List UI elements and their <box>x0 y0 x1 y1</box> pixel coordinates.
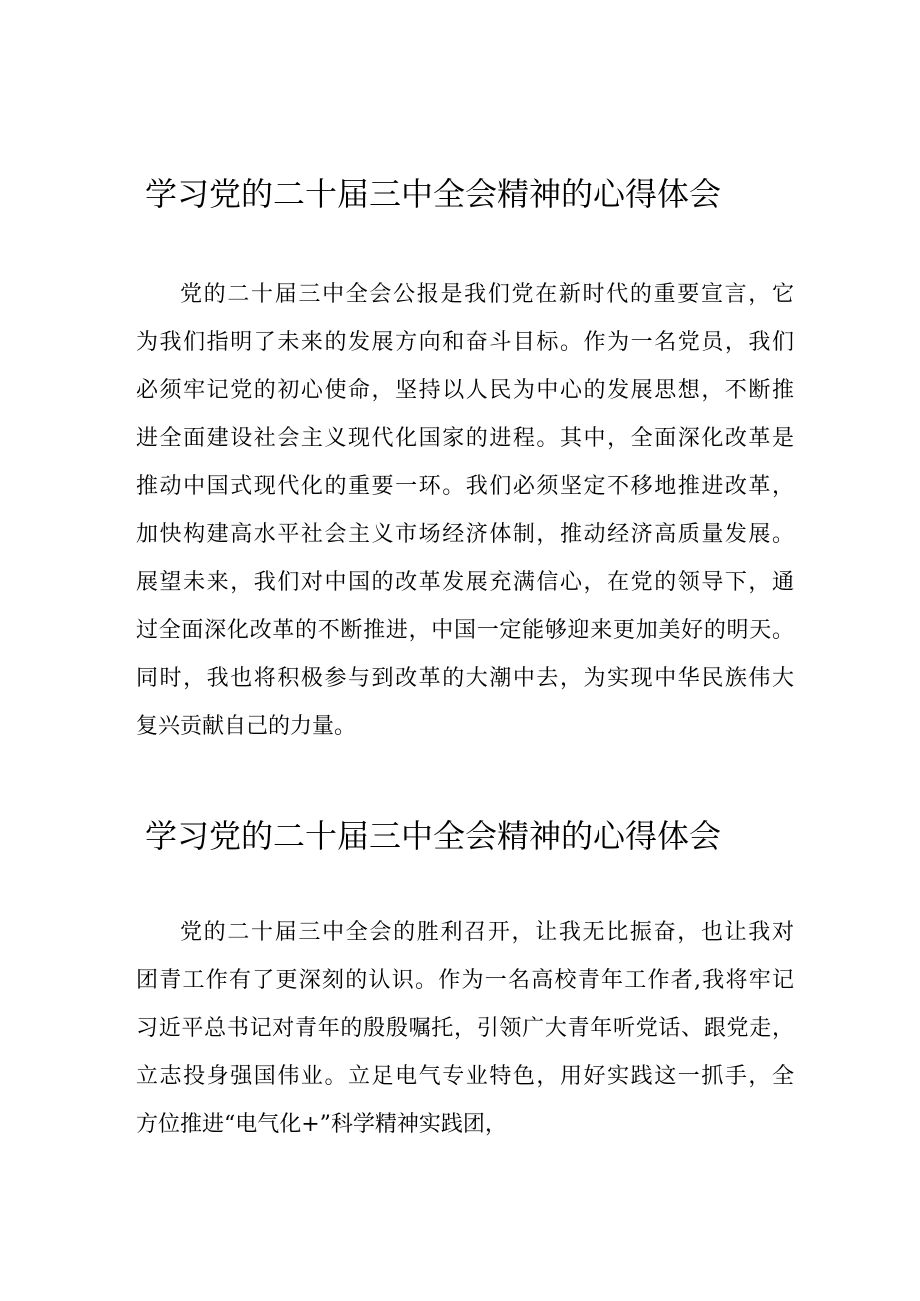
paragraph-line: 进全面建设社会主义现代化国家的进程。其中，全面深化改革是 <box>136 426 794 451</box>
paragraph-line: 必须牢记党的初心使命，坚持以人民为中心的发展思想，不断推 <box>136 378 794 403</box>
section-1-paragraph <box>136 271 794 751</box>
paragraph-line: 展望未来，我们对中国的改革发展充满信心，在党的领导下，通 <box>136 570 794 595</box>
paragraph-line: 过全面深化改革的不断推进，中国一定能够迎来更加美好的明天。 <box>136 618 794 643</box>
paragraph-line: 习近平总书记对青年的殷殷嘱托，引领广大青年听党话、跟党走， <box>136 1016 794 1041</box>
section-2-title: 学习党的二十届三中全会精神的心得体会 <box>145 817 722 855</box>
paragraph-line: 党的二十届三中全会公报是我们党在新时代的重要宣言，它 <box>180 282 794 307</box>
paragraph-line: 方位推进“电气化+”科学精神实践团， <box>136 1112 507 1137</box>
paragraph-line: 立志投身强国伟业。立足电气专业特色，用好实践这一抓手，全 <box>136 1064 794 1089</box>
paragraph-line: 团青工作有了更深刻的认识。作为一名高校青年工作者,我将牢记 <box>136 968 794 993</box>
paragraph-line: 复兴贡献自己的力量。 <box>136 714 357 739</box>
paragraph-line: 为我们指明了未来的发展方向和奋斗目标。作为一名党员，我们 <box>136 330 794 355</box>
paragraph-line: 推动中国式现代化的重要一环。我们必须坚定不移地推进改革， <box>136 474 794 499</box>
paragraph-line: 同时，我也将积极参与到改革的大潮中去，为实现中华民族伟大 <box>136 666 794 691</box>
paragraph-line: 党的二十届三中全会的胜利召开，让我无比振奋，也让我对 <box>180 920 794 945</box>
paragraph-line: 加快构建高水平社会主义市场经济体制，推动经济高质量发展。 <box>136 522 794 547</box>
section-2-paragraph <box>136 909 794 1149</box>
section-1-title: 学习党的二十届三中全会精神的心得体会 <box>145 175 722 213</box>
